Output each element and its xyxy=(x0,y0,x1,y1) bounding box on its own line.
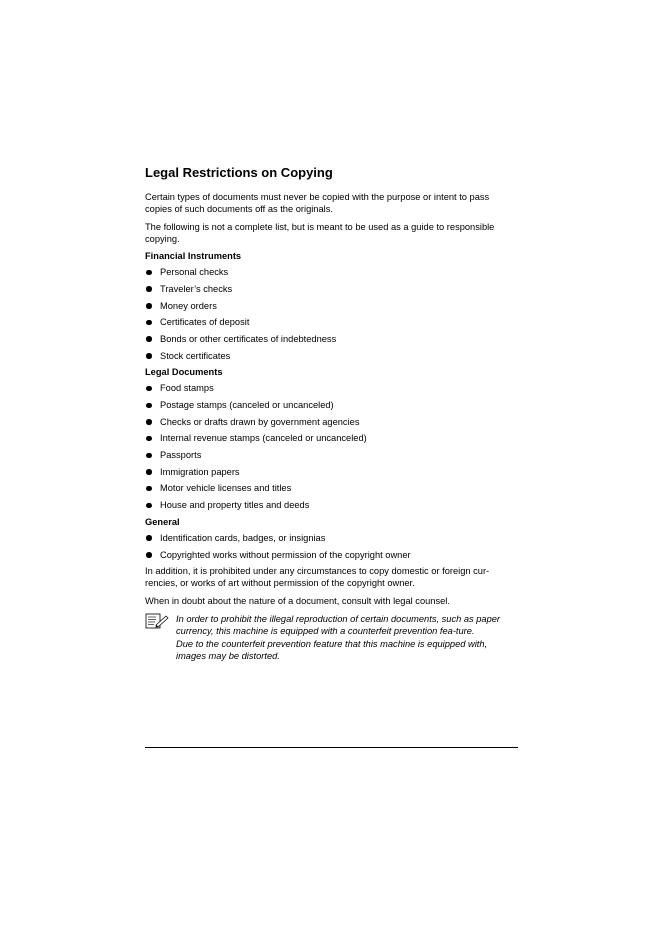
document-body xyxy=(145,164,518,662)
bullet-icon xyxy=(146,320,152,326)
note-pencil-icon xyxy=(145,613,169,629)
list-item xyxy=(145,532,518,544)
list-item xyxy=(145,283,518,295)
intro-paragraph-2: The following is not a complete list, but is meant to be used as a guide to responsible copying. xyxy=(145,221,495,244)
list-item xyxy=(145,432,518,444)
bullet-icon xyxy=(146,286,152,292)
list-item-text: Immigration papers xyxy=(160,466,240,477)
list-financial-instruments xyxy=(145,266,518,361)
bullet-icon xyxy=(146,386,152,392)
note-text-1: In order to prohibit the illegal reproduction of certain documents, such as paper currency, this machine is equipped with a counterfeit prevention fea-ture. xyxy=(176,614,501,637)
list-item-text: Checks or drafts drawn by government agencies xyxy=(160,416,360,427)
bullet-icon xyxy=(146,453,152,459)
list-item-text: Traveler’s checks xyxy=(160,283,233,294)
list-item-text: House and property titles and deeds xyxy=(160,500,310,511)
list-legal-documents xyxy=(145,382,518,511)
list-item-text: Postage stamps (canceled or uncanceled) xyxy=(160,400,334,410)
list-item-text: Copyrighted works without permission of the copyright owner xyxy=(160,549,411,560)
section-heading-general: General xyxy=(145,516,180,527)
closing-paragraph-1: In addition, it is prohibited under any circumstances to copy domestic or foreign cur-rencies, or works of art without permission of the copyright owner. xyxy=(145,566,490,589)
list-item-text: Certificates of deposit xyxy=(160,317,250,328)
list-item xyxy=(145,466,518,478)
note-box xyxy=(145,613,518,662)
list-item xyxy=(145,382,518,394)
list-item xyxy=(145,449,518,461)
note-text-2: Due to the counterfeit prevention feature that this machine is equipped with, images may be distorted. xyxy=(176,638,488,661)
list-item xyxy=(145,499,518,511)
section-heading-legal-documents: Legal Documents xyxy=(145,367,223,378)
list-item-text: Motor vehicle licenses and titles xyxy=(160,483,292,494)
list-item xyxy=(145,482,518,494)
list-item xyxy=(145,316,518,328)
bullet-icon xyxy=(146,436,152,442)
list-item xyxy=(145,350,518,362)
list-item-text: Passports xyxy=(160,450,202,461)
bullet-icon xyxy=(146,270,152,276)
list-item xyxy=(145,399,518,411)
list-item xyxy=(145,416,518,428)
bullet-icon xyxy=(146,469,152,475)
list-item-text: Bonds or other certificates of indebtedness xyxy=(160,333,337,344)
list-item-text: Food stamps xyxy=(160,383,214,394)
list-general xyxy=(145,532,518,561)
bullet-icon xyxy=(146,503,152,509)
page-title: Legal Restrictions on Copying xyxy=(145,165,333,180)
list-item xyxy=(145,266,518,278)
bullet-icon xyxy=(146,535,152,541)
list-item-text: Money orders xyxy=(160,300,217,311)
bullet-icon xyxy=(146,552,152,558)
list-item-text: Internal revenue stamps (canceled or uncanceled) xyxy=(160,433,367,444)
section-heading-financial-instruments: Financial Instruments xyxy=(145,251,242,262)
list-item xyxy=(145,333,518,345)
bullet-icon xyxy=(146,419,152,425)
bullet-icon xyxy=(146,403,152,409)
bullet-icon xyxy=(146,336,152,342)
footer-divider xyxy=(145,747,518,748)
list-item xyxy=(145,549,518,561)
intro-paragraph-1: Certain types of documents must never be copied with the purpose or intent to pass copies of such documents off as the originals. xyxy=(145,192,490,215)
bullet-icon xyxy=(146,303,152,309)
list-item xyxy=(145,300,518,312)
closing-paragraph-2: When in doubt about the nature of a document, consult with legal counsel. xyxy=(145,595,450,606)
bullet-icon xyxy=(146,486,152,492)
list-item-text: Stock certificates xyxy=(160,350,231,361)
bullet-icon xyxy=(146,353,152,359)
list-item-text: Identification cards, badges, or insignias xyxy=(160,532,326,543)
list-item-text: Personal checks xyxy=(160,267,229,278)
